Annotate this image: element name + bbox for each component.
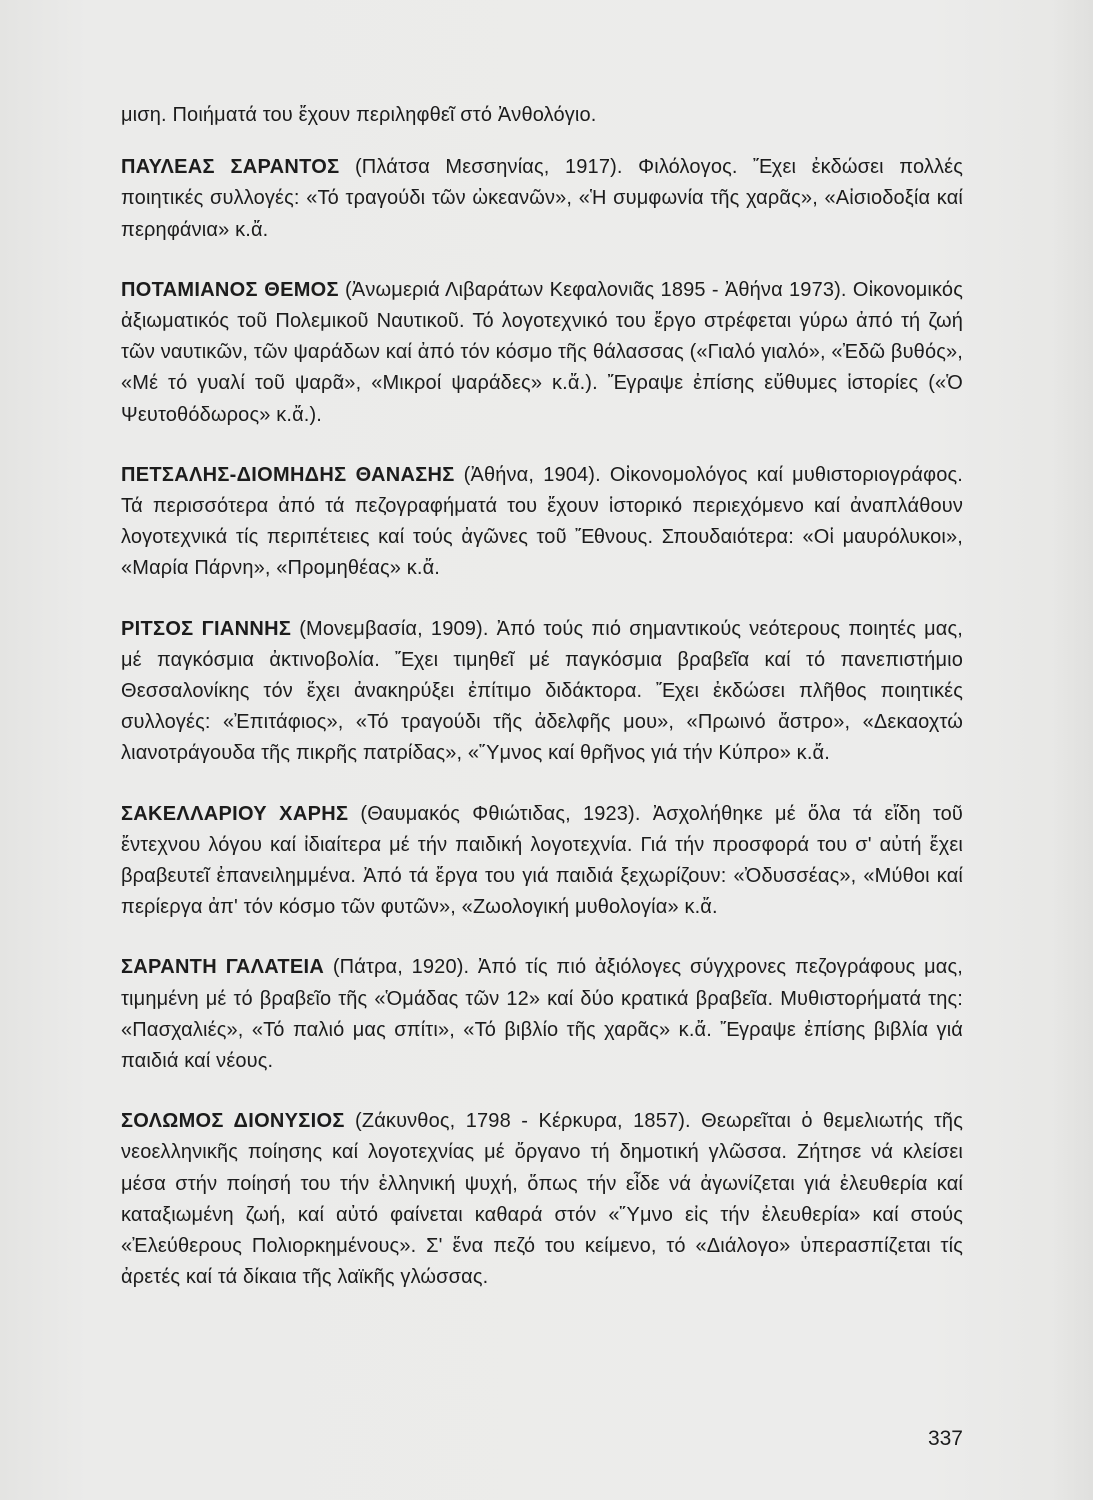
entry-saranti-galateia: [121, 952, 963, 1077]
continuation-paragraph: μιση. Ποιήματά του ἔχουν περιληφθεῖ στό Ἀνθολόγιο.: [121, 104, 597, 126]
entry-name: ΣΑΚΕΛΛΑΡΙΟΥ ΧΑΡΗΣ: [121, 802, 349, 825]
entry-ritsos-giannis: [121, 614, 963, 770]
page-edge-shadow: [1053, 0, 1093, 1500]
entry-pavleas-sarantos: [121, 152, 963, 246]
entry-potamianos-themos: [121, 275, 963, 431]
entry-text: (Μονεμβασία, 1909). Ἀπό τούς πιό σημαντικούς νεότερους ποιητές μας, μέ παγκόσμια ἀκτινοβολία. Ἔχει τιμηθεῖ μέ παγκόσμια βραβεῖα καί τό πανεπιστήμιο Θεσσαλονίκης τόν ἔχει ἀνακηρύξει ἐπίτιμο διδάκτορα. Ἔχει ἐκδώσει πλῆθος ποιητικές συλλογές: «Ἐπιτάφιος», «Τό τραγούδι τῆς ἀδελφῆς μου», «Πρωινό ἄστρο», «Δεκαοχτώ λιανοτράγουδα τῆς πικρῆς πατρίδας», «Ὕμνος καί θρῆνος γιά τήν Κύπρο» κ.ἄ.: [121, 617, 963, 765]
entry-name: ΣΑΡΑΝΤΗ ΓΑΛΑΤΕΙΑ: [121, 956, 325, 979]
entry-name: ΠΕΤΣΑΛΗΣ-ΔΙΟΜΗΔΗΣ ΘΑΝΑΣΗΣ: [121, 463, 455, 486]
entry-text: (Ζάκυνθος, 1798 - Κέρκυρα, 1857). Θεωρεῖται ὁ θεμελιωτής τῆς νεοελληνικῆς ποίησης καί λογοτεχνίας μέ ὄργανο τή δημοτική γλῶσσα. Ζήτησε νά κλείσει μέσα στήν ποίησή του τήν ἑλληνική ψυχή, ὅπως τήν εἶδε νά ἀγωνίζεται γιά ἐλευθερία καί καταξιωμένη ζωή, καί αὐτό φαίνεται καθαρά στόν «Ὕμνο εἰς τήν ἐλευθερία» καί στούς «Ἐλεύθερους Πολιορκημένους». Σ' ἕνα πεζό του κείμενο, τό «Διάλογο» ὑπερασπίζεται τίς ἀρετές καί τά δίκαια τῆς λαϊκῆς γλώσσας.: [121, 1110, 963, 1289]
entry-name: ΠΑΥΛΕΑΣ ΣΑΡΑΝΤΟΣ: [121, 156, 340, 179]
entry-text: (Πλάτσα Μεσσηνίας, 1917). Φιλόλογος. Ἔχει ἐκδώσει πολλές ποιητικές συλλογές: «Τό τραγούδι τῶν ὠκεανῶν», «Ἡ συμφωνία τῆς χαρᾶς», «Αἰσιοδοξία καί περηφάνια» κ.ἄ.: [121, 156, 963, 241]
entry-text: (Ἀθήνα, 1904). Οἰκονομολόγος καί μυθιστοριογράφος. Τά περισσότερα ἀπό τά πεζογραφήματά του ἔχουν ἱστορικό περιεχόμενο καί ἀναπλάθουν λογοτεχνικά τίς περιπέτειες καί τούς ἀγῶνες τοῦ Ἔθνους. Σπουδαιότερα: «Οἱ μαυρόλυκοι», «Μαρία Πάρνη», «Προμηθέας» κ.ἄ.: [121, 463, 963, 580]
page-number: 337: [927, 1427, 963, 1450]
entry-text: (Πάτρα, 1920). Ἀπό τίς πιό ἀξιόλογες σύγχρονες πεζογράφους μας, τιμημένη μέ τό βραβεῖο τῆς «Ὁμάδας τῶν 12» καί δύο κρατικά βραβεῖα. Μυθιστορήματά της: «Πασχαλιές», «Τό παλιό μας σπίτι», «Τό βιβλίο τῆς χαρᾶς» κ.ἄ. Ἔγραψε ἐπίσης βιβλία γιά παιδιά καί νέους.: [121, 956, 964, 1073]
entry-text: (Ἀνωμεριά Λιβαράτων Κεφαλονιᾶς 1895 - Ἀθήνα 1973). Οἰκονομικός ἀξιωματικός τοῦ Πολεμικοῦ Ναυτικοῦ. Τό λογοτεχνικό του ἔργο στρέφεται γύρω ἀπό τή ζωή τῶν ναυτικῶν, τῶν ψαράδων καί ἀπό τόν κόσμο τῆς θάλασσας («Γιαλό γιαλό», «Ἐδῶ βυθός», «Μέ τό γυαλί τοῦ ψαρᾶ», «Μικροί ψαράδες» κ.ἄ.). Ἔγραψε ἐπίσης εὔθυμες ἱστορίες («Ὁ Ψευτοθόδωρος» κ.ἄ.).: [121, 278, 963, 426]
text-column: [121, 100, 963, 1323]
entry-name: ΡΙΤΣΟΣ ΓΙΑΝΝΗΣ: [121, 617, 292, 640]
entry-text: (Θαυμακός Φθιώτιδας, 1923). Ἀσχολήθηκε μέ ὅλα τά εἴδη τοῦ ἔντεχνου λόγου καί ἰδιαίτερα μέ τήν παιδική λογοτεχνία. Γιά τήν προσφορά του σ' αὐτή ἔχει βραβευτεῖ ἐπανειλημμένα. Ἀπό τά ἔργα του γιά παιδιά ξεχωρίζουν: «Ὀδυσσέας», «Μύθοι καί περίεργα ἀπ' τόν κόσμο τῶν φυτῶν», «Ζωολογική μυθολογία» κ.ἄ.: [121, 802, 963, 919]
entry-petsalis-diomidis: [121, 460, 963, 585]
entry-name: ΠΟΤΑΜΙΑΝΟΣ ΘΕΜΟΣ: [121, 278, 339, 301]
entry-sakellariou-haris: [121, 799, 963, 924]
entry-solomos-dionysios: [121, 1106, 963, 1293]
entry-name: ΣΟΛΩΜΟΣ ΔΙΟΝΥΣΙΟΣ: [121, 1110, 345, 1133]
